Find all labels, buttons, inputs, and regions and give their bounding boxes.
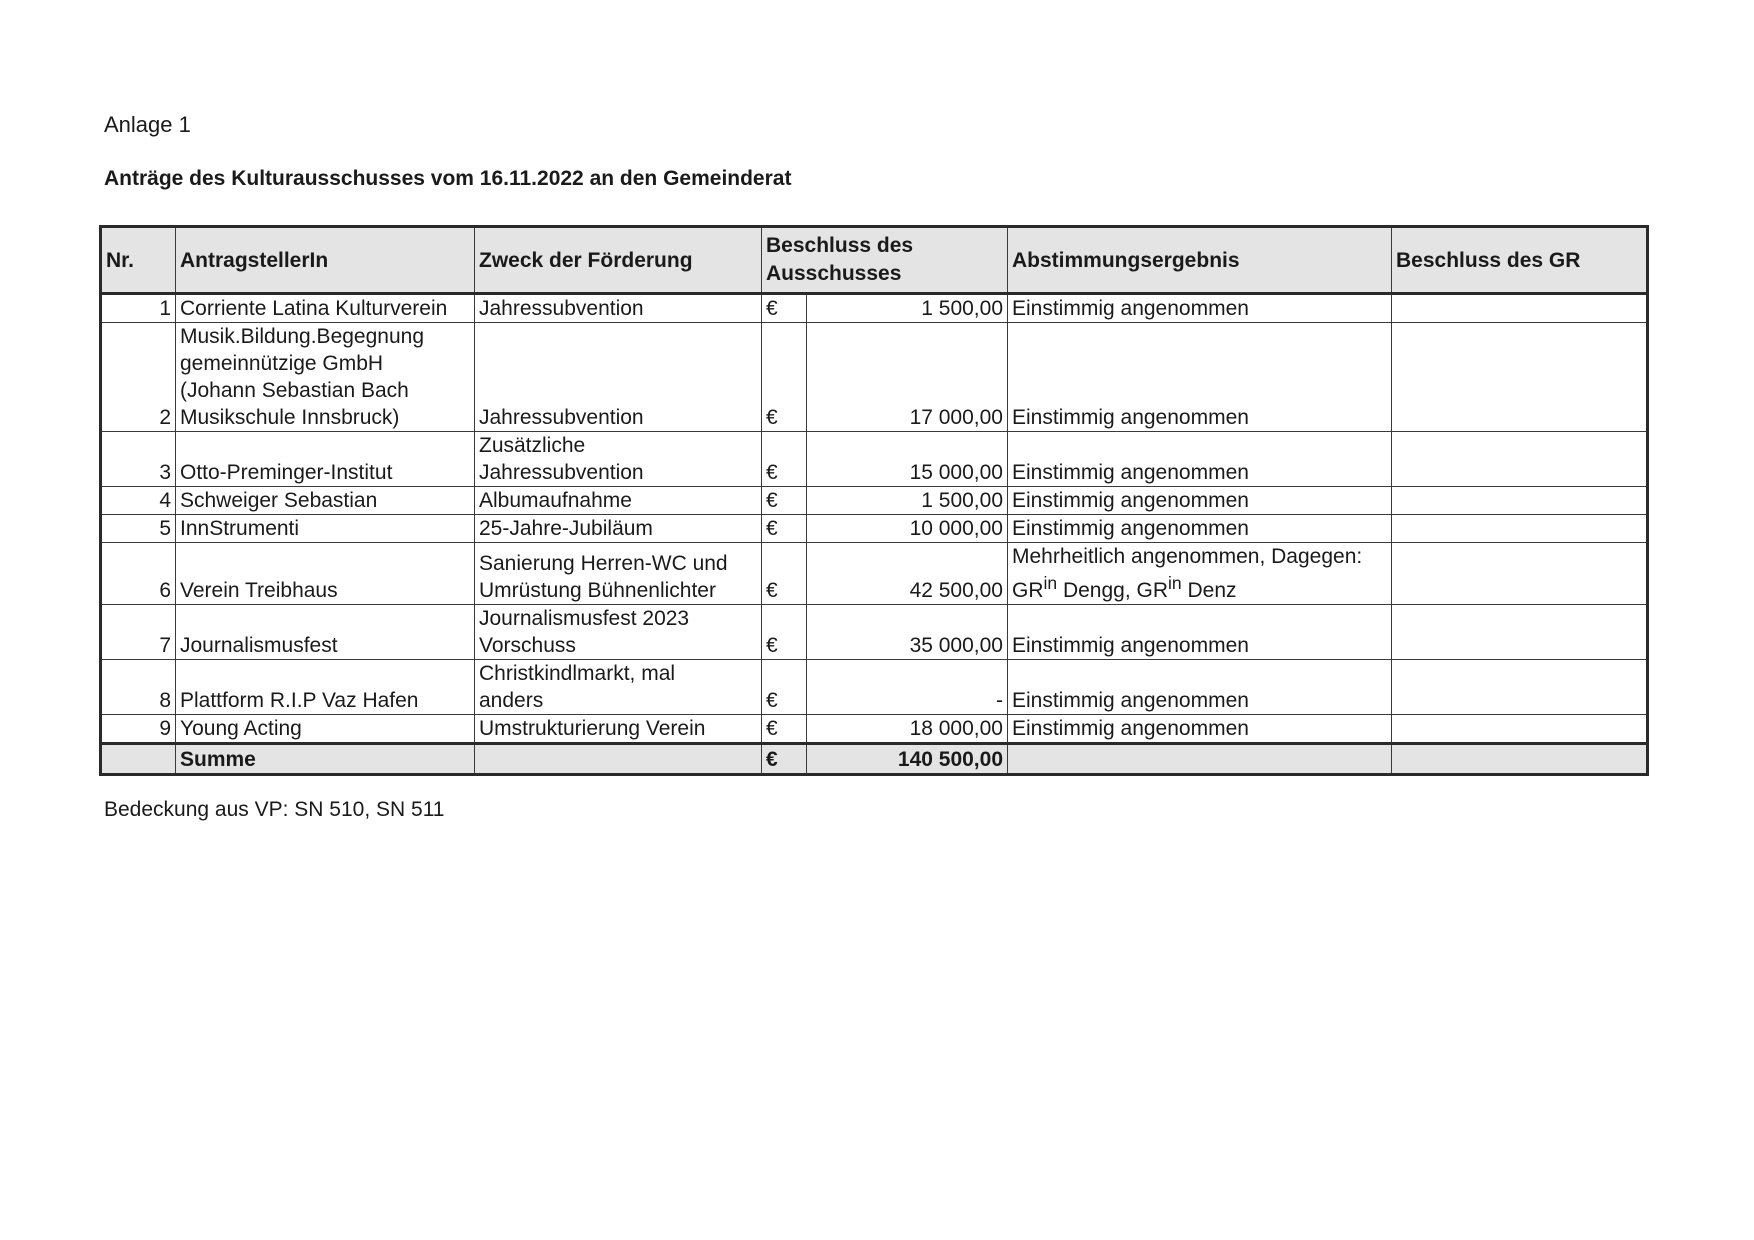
cell-amount: 42 500,00 [807, 543, 1008, 605]
cell-amount: 1 500,00 [807, 487, 1008, 515]
table-row [101, 715, 1648, 744]
applicant-line: Musik.Bildung.Begegnung [180, 325, 425, 348]
cell-purpose [475, 432, 762, 487]
cell-vote: Einstimmig angenommen [1008, 432, 1392, 487]
table-row [101, 515, 1648, 543]
cell-currency: € [762, 294, 807, 323]
header-applicant: AntragstellerIn [176, 227, 475, 294]
cell-council [1392, 744, 1648, 775]
cell-applicant: Corriente Latina Kulturverein [176, 294, 475, 323]
applicant-line: gemeinnützige GmbH [180, 352, 384, 375]
cell-nr: 5 [101, 515, 176, 543]
coverage-note: Bedeckung aus VP: SN 510, SN 511 [104, 798, 445, 821]
vote-name: Denz [1181, 579, 1237, 602]
purpose-line: anders [479, 689, 544, 712]
table-row [101, 487, 1648, 515]
total-currency: € [762, 744, 807, 775]
cell-council [1392, 487, 1648, 515]
cell-currency: € [762, 432, 807, 487]
total-label: Summe [176, 744, 475, 775]
cell-purpose [475, 744, 762, 775]
purpose-line: Umrüstung Bühnenlichter [479, 579, 716, 602]
cell-purpose: Umstrukturierung Verein [475, 715, 762, 744]
cell-purpose [475, 543, 762, 605]
cell-applicant: Schweiger Sebastian [176, 487, 475, 515]
table-row [101, 323, 1648, 432]
cell-applicant: Plattform R.I.P Vaz Hafen [176, 660, 475, 715]
cell-council [1392, 543, 1648, 605]
header-vote-result: Abstimmungsergebnis [1008, 227, 1392, 294]
cell-nr: 2 [101, 323, 176, 432]
vote-gr-abbr: GR [1136, 579, 1169, 602]
annex-label: Anlage 1 [104, 112, 191, 137]
cell-currency: € [762, 660, 807, 715]
cell-vote: Einstimmig angenommen [1008, 515, 1392, 543]
cell-nr: 4 [101, 487, 176, 515]
purpose-line: Christkindlmarkt, mal [479, 662, 676, 685]
cell-amount: - [807, 660, 1008, 715]
purpose-line: Zusätzliche [479, 434, 586, 457]
applicant-line: Musikschule Innsbruck) [180, 406, 400, 429]
cell-vote: Einstimmig angenommen [1008, 605, 1392, 660]
purpose-line: Sanierung Herren-WC und [479, 552, 728, 575]
table-row [101, 543, 1648, 605]
cell-applicant: Otto-Preminger-Institut [176, 432, 475, 487]
cell-nr: 3 [101, 432, 176, 487]
cell-currency: € [762, 515, 807, 543]
cell-vote: Einstimmig angenommen [1008, 715, 1392, 744]
cell-applicant: Young Acting [176, 715, 475, 744]
cell-council [1392, 294, 1648, 323]
header-nr: Nr. [101, 227, 176, 294]
document-title: Anträge des Kulturausschusses vom 16.11.2022 an den Gemeinderat [104, 167, 792, 190]
cell-council [1392, 605, 1648, 660]
cell-applicant [176, 323, 475, 432]
cell-vote [1008, 744, 1392, 775]
cell-currency: € [762, 715, 807, 744]
cell-amount: 17 000,00 [807, 323, 1008, 432]
cell-currency: € [762, 605, 807, 660]
vote-gr-sup: in [1168, 573, 1182, 593]
cell-nr: 8 [101, 660, 176, 715]
table-row [101, 432, 1648, 487]
cell-amount: 1 500,00 [807, 294, 1008, 323]
vote-line [1012, 570, 1387, 604]
cell-currency: € [762, 487, 807, 515]
cell-nr [101, 744, 176, 775]
cell-applicant: InnStrumenti [176, 515, 475, 543]
vote-gr-abbr: GR [1012, 579, 1044, 602]
cell-vote: Einstimmig angenommen [1008, 294, 1392, 323]
cell-vote: Einstimmig angenommen [1008, 323, 1392, 432]
vote-gr-sup: in [1043, 573, 1058, 593]
table-row [101, 660, 1648, 715]
header-purpose: Zweck der Förderung [475, 227, 762, 294]
cell-council [1392, 323, 1648, 432]
table-row [101, 294, 1648, 323]
cell-vote: Einstimmig angenommen [1008, 660, 1392, 715]
cell-nr: 9 [101, 715, 176, 744]
header-council-decision: Beschluss des GR [1392, 227, 1648, 294]
cell-nr: 1 [101, 294, 176, 323]
cell-applicant: Journalismusfest [176, 605, 475, 660]
cell-applicant: Verein Treibhaus [176, 543, 475, 605]
cell-amount: 18 000,00 [807, 715, 1008, 744]
cell-vote: Einstimmig angenommen [1008, 487, 1392, 515]
motions-table [99, 225, 1649, 776]
purpose-line: Vorschuss [479, 634, 576, 657]
cell-nr: 7 [101, 605, 176, 660]
cell-purpose: Jahressubvention [475, 323, 762, 432]
cell-purpose: Jahressubvention [475, 294, 762, 323]
cell-purpose: 25-Jahre-Jubiläum [475, 515, 762, 543]
cell-vote [1008, 543, 1392, 605]
cell-amount: 10 000,00 [807, 515, 1008, 543]
cell-council [1392, 432, 1648, 487]
cell-currency: € [762, 323, 807, 432]
cell-council [1392, 715, 1648, 744]
cell-purpose: Albumaufnahme [475, 487, 762, 515]
cell-council [1392, 515, 1648, 543]
total-amount: 140 500,00 [807, 744, 1008, 775]
cell-nr: 6 [101, 543, 176, 605]
header-committee-decision: Beschluss des Ausschusses [762, 227, 1008, 294]
table-header-row [101, 227, 1648, 294]
cell-amount: 35 000,00 [807, 605, 1008, 660]
purpose-line: Jahressubvention [479, 461, 644, 484]
vote-name: Dengg, [1057, 579, 1137, 602]
table-row [101, 605, 1648, 660]
purpose-line: Journalismusfest 2023 [479, 607, 690, 630]
cell-currency: € [762, 543, 807, 605]
cell-purpose [475, 660, 762, 715]
cell-council [1392, 660, 1648, 715]
vote-line: Mehrheitlich angenommen, Dagegen: [1012, 545, 1363, 568]
total-row [101, 744, 1648, 775]
cell-purpose [475, 605, 762, 660]
cell-amount: 15 000,00 [807, 432, 1008, 487]
applicant-line: (Johann Sebastian Bach [180, 379, 409, 402]
